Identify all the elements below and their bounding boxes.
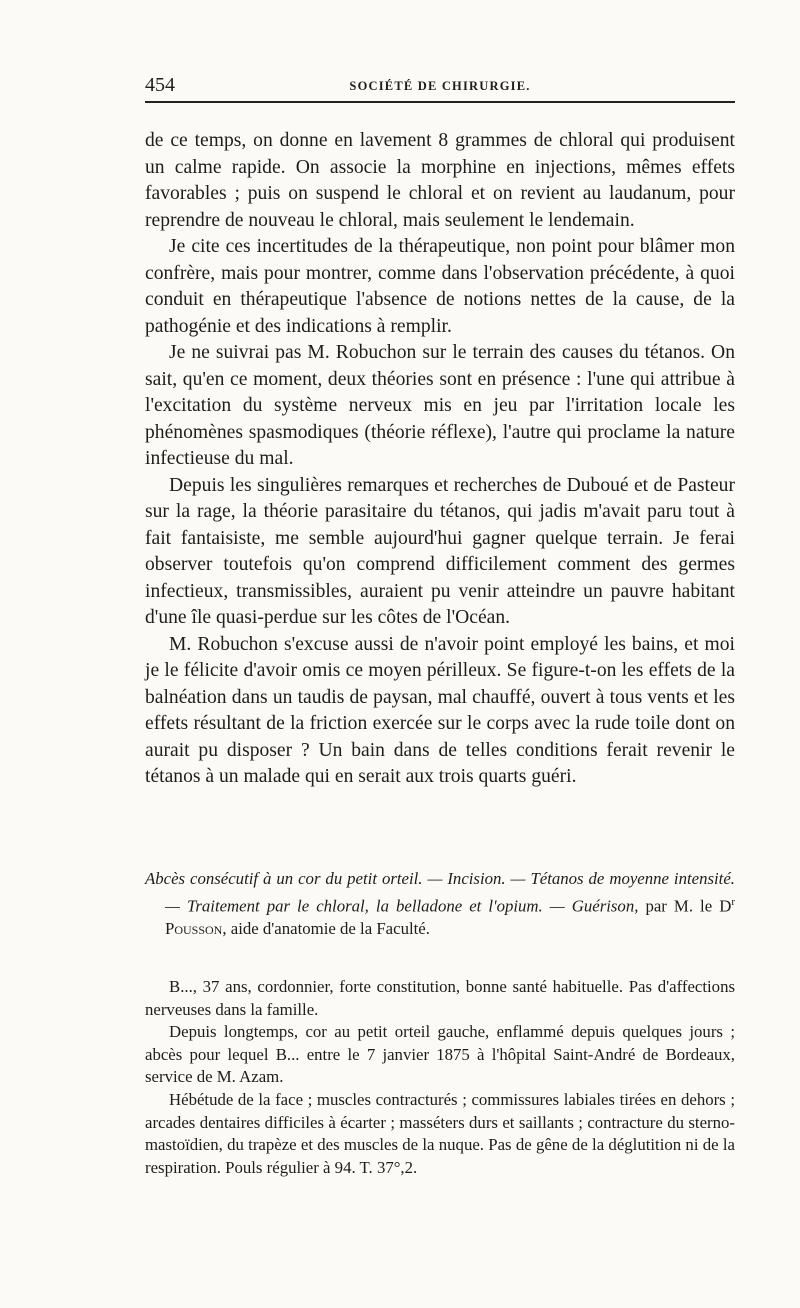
paragraph: de ce temps, on donne en lavement 8 grammes de chloral qui produisent un calme rapide. On associe la morphine en injections, mêmes effets favorables ; puis on suspend le chloral et on revient au laudanum, pour reprendre de nouveau le chloral, mais seulement le lendemain. — [145, 130, 735, 231]
paragraph: Je cite ces incertitudes de la thérapeutique, non point pour blâmer mon confrère, mais pour montrer, comme dans l'observation précédente, à quoi conduit en thérapeutique l'absence de notions nettes de la cause, de la pathogénie et des indications à remplir. — [145, 236, 735, 337]
paragraph: M. Robuchon s'excuse aussi de n'avoir point employé les bains, et moi je le félicite d'avoir omis ce moyen périlleux. Se figure-t-on les effets de la balnéation dans un taudis de paysan, mal chauffé, ouvert à tous vents et les effets résultant de la friction exercée sur le corps avec la rude toile dont on aurait pu disposer ? Un bain dans de telles conditions ferait revenir le tétanos à un malade qui en serait aux trois quarts guéri. — [145, 633, 735, 787]
header-rule — [145, 101, 735, 103]
case-heading-sup: r — [731, 895, 735, 908]
case-paragraph: Hébétude de la face ; muscles contracturés ; commissures labiales tirées en dehors ; arcades dentaires difficiles à écarter ; masséters durs et saillants ; contracture du sterno-mastoïdien, du trapèze et des muscles de la nuque. Pas de gêne de la déglutition ni de la respiration. Pouls régulier à 94. T. 37°,2. — [145, 1089, 735, 1177]
main-text — [145, 128, 735, 791]
case-heading-affiliation: , aide d'anatomie de la Faculté. — [222, 918, 430, 938]
case-paragraph: Depuis longtemps, cor au petit orteil gauche, enflammé depuis quelques jours ; abcès pour lequel B... entre le 7 janvier 1875 à l'hôpital Saint-André de Bordeaux, service de M. Azam. — [145, 1022, 735, 1087]
case-report — [145, 976, 735, 1179]
case-heading-italic: Abcès consécutif à un cor du petit orteil. — Incision. — Tétanos de moyenne intensité. — Traitement par le chloral, la belladone et l'opium. — Guérison, — [145, 869, 735, 916]
running-title: SOCIÉTÉ DE CHIRURGIE. — [349, 79, 531, 93]
paragraph: Je ne suivrai pas M. Robuchon sur le terrain des causes du tétanos. On sait, qu'en ce moment, deux théories sont en présence : l'une qui attribue à l'excitation du système nerveux mis en jeu par l'irritation locale les phénomènes spasmodiques (théorie réflexe), l'autre qui proclame la nature infectieuse du mal. — [145, 342, 735, 469]
page-header — [145, 74, 735, 98]
case-heading-by: par M. le D — [638, 896, 732, 916]
case-heading — [145, 868, 735, 940]
case-paragraph: B..., 37 ans, cordonnier, forte constitution, bonne santé habituelle. Pas d'affections nerveuses dans la famille. — [145, 977, 735, 1019]
paragraph: Depuis les singulières remarques et recherches de Duboué et de Pasteur sur la rage, la théorie parasitaire du tétanos, qui jadis m'avait paru tout à fait fantaisiste, me semble aujourd'hui gagner quelque terrain. Je ferai observer toutefois qu'on comprend difficilement comment des germes infectieux, transmissibles, auraient pu venir atteindre un pauvre habitant d'une île quasi-perdue sur les côtes de l'Océan. — [145, 474, 735, 628]
page-number: 454 — [145, 74, 175, 96]
case-author: Pousson — [165, 918, 223, 938]
